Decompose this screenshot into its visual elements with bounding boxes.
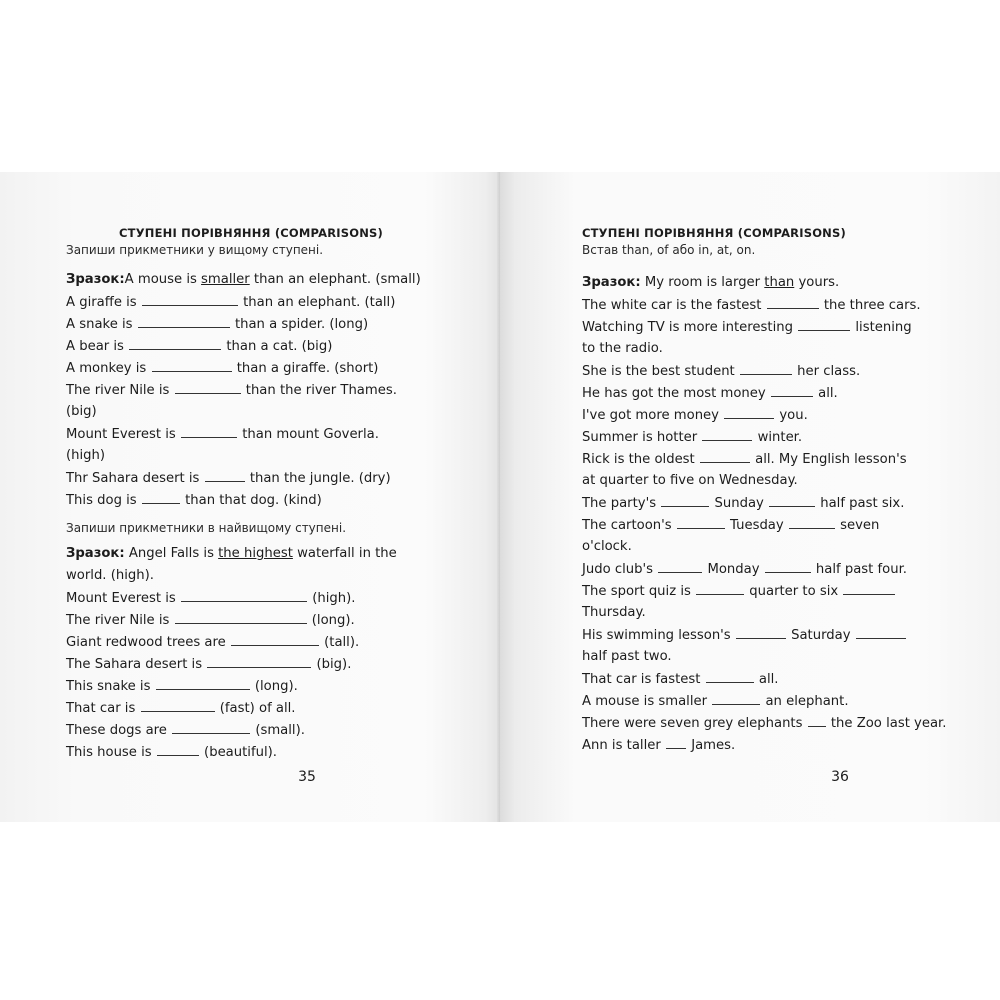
exercise-line bbox=[66, 609, 397, 631]
exercise-line bbox=[66, 631, 397, 653]
answer-blank[interactable] bbox=[141, 697, 215, 712]
line-text: Giant redwood trees are bbox=[66, 635, 226, 650]
exercise-line bbox=[582, 316, 946, 338]
example-line bbox=[582, 272, 946, 294]
answer-blank[interactable] bbox=[789, 514, 835, 529]
exercise-line bbox=[582, 624, 946, 646]
line-text: I've got more money bbox=[582, 408, 719, 423]
line-text: than that dog. (kind) bbox=[185, 493, 322, 508]
example-text: My room is larger bbox=[640, 275, 765, 290]
exercise-line bbox=[66, 675, 397, 697]
line-text: (beautiful). bbox=[204, 745, 277, 760]
example-text: waterfall in the bbox=[292, 546, 397, 561]
line-text: than mount Goverla. bbox=[242, 427, 379, 442]
line-text: you. bbox=[779, 408, 808, 423]
instruction: Запиши прикметники у вищому ступені. bbox=[66, 243, 324, 257]
line-text: This house is bbox=[66, 745, 152, 760]
line-text: The sport quiz is bbox=[582, 584, 691, 599]
line-text: Saturday bbox=[791, 628, 851, 643]
example-label: Зразок: bbox=[582, 275, 641, 290]
exercise-line bbox=[66, 697, 397, 719]
example-text: yours. bbox=[794, 275, 840, 290]
exercise-line bbox=[66, 379, 421, 401]
line-text: A giraffe is bbox=[66, 295, 137, 310]
exercise-3 bbox=[582, 272, 946, 756]
example-text: A mouse is bbox=[124, 272, 202, 287]
answer-blank[interactable] bbox=[175, 609, 307, 624]
line-text: The river Nile is bbox=[66, 383, 170, 398]
line-text: Tuesday bbox=[730, 518, 784, 533]
line-text: James. bbox=[691, 738, 736, 753]
line-text: The river Nile is bbox=[66, 613, 170, 628]
answer-blank[interactable] bbox=[700, 448, 750, 463]
instruction: Встав than, of або in, at, on. bbox=[582, 243, 756, 257]
instruction: Запиши прикметники в найвищому ступені. bbox=[66, 521, 347, 535]
line-text: She is the best student bbox=[582, 364, 735, 379]
answer-blank[interactable] bbox=[767, 294, 819, 309]
example-label: Зразок: bbox=[66, 272, 125, 287]
line-text: That car is fastest bbox=[582, 672, 701, 687]
exercise-line bbox=[582, 426, 946, 448]
answer-blank[interactable] bbox=[658, 558, 702, 573]
line-text: seven bbox=[840, 518, 880, 533]
line-text: half past two. bbox=[582, 649, 672, 664]
line-text: than a spider. (long) bbox=[234, 317, 369, 332]
line-text: A mouse is smaller bbox=[582, 694, 708, 709]
exercise-line bbox=[66, 335, 421, 357]
answer-blank[interactable] bbox=[142, 291, 238, 306]
answer-blank[interactable] bbox=[205, 467, 245, 482]
example-label: Зразок: bbox=[66, 546, 125, 561]
line-text: o'clock. bbox=[582, 539, 632, 554]
exercise-line bbox=[66, 467, 421, 489]
exercise-line bbox=[66, 401, 421, 423]
line-text: His swimming lesson's bbox=[582, 628, 731, 643]
answer-blank[interactable] bbox=[724, 404, 774, 419]
line-text: half past four. bbox=[815, 562, 908, 577]
exercise-line bbox=[582, 536, 946, 558]
exercise-line bbox=[582, 382, 946, 404]
line-text: Watching TV is more interesting bbox=[582, 320, 793, 335]
exercise-line bbox=[66, 313, 421, 335]
line-text: A bear is bbox=[66, 339, 124, 354]
answer-blank[interactable] bbox=[231, 631, 319, 646]
answer-blank[interactable] bbox=[207, 653, 311, 668]
line-text: an elephant. bbox=[765, 694, 849, 709]
line-text: Mount Everest is bbox=[66, 591, 176, 606]
line-text: (big). bbox=[316, 657, 352, 672]
line-text: her class. bbox=[797, 364, 861, 379]
line-text: Monday bbox=[707, 562, 760, 577]
answer-blank[interactable] bbox=[765, 558, 811, 573]
exercise-line bbox=[582, 470, 946, 492]
answer-blank[interactable] bbox=[769, 492, 815, 507]
line-text: Summer is hotter bbox=[582, 430, 698, 445]
answer-blank[interactable] bbox=[661, 492, 709, 507]
answer-blank[interactable] bbox=[706, 668, 754, 683]
line-text: Thr Sahara desert is bbox=[66, 471, 200, 486]
line-text: He has got the most money bbox=[582, 386, 766, 401]
line-text: Sunday bbox=[714, 496, 764, 511]
line-text: all. bbox=[818, 386, 838, 401]
answer-blank[interactable] bbox=[138, 313, 230, 328]
line-text: A snake is bbox=[66, 317, 133, 332]
exercise-line bbox=[66, 741, 397, 763]
answer-blank[interactable] bbox=[808, 712, 826, 727]
answer-blank[interactable] bbox=[712, 690, 760, 705]
answer-blank[interactable] bbox=[181, 423, 237, 438]
line-text: than an elephant. (tall) bbox=[243, 295, 396, 310]
example-line bbox=[66, 565, 397, 587]
line-text: half past six. bbox=[820, 496, 905, 511]
line-text: The white car is the fastest bbox=[582, 298, 762, 313]
exercise-line bbox=[582, 404, 946, 426]
exercise-line bbox=[66, 719, 397, 741]
line-text: The Sahara desert is bbox=[66, 657, 203, 672]
exercise-line bbox=[582, 734, 946, 756]
line-text: listening bbox=[855, 320, 912, 335]
line-text: That car is bbox=[66, 701, 136, 716]
exercise-line bbox=[582, 360, 946, 382]
page-36 bbox=[500, 172, 1000, 822]
example-line bbox=[66, 543, 397, 565]
line-text: quarter to six bbox=[749, 584, 839, 599]
exercise-line bbox=[582, 558, 946, 580]
exercise-line bbox=[582, 668, 946, 690]
exercise-line bbox=[66, 291, 421, 313]
line-text: (long). bbox=[311, 613, 355, 628]
line-text: Rick is the oldest bbox=[582, 452, 695, 467]
line-text: (long). bbox=[254, 679, 298, 694]
answer-blank[interactable] bbox=[696, 580, 744, 595]
page-35 bbox=[0, 172, 500, 822]
example-answer: the highest bbox=[218, 546, 293, 561]
line-text: to the radio. bbox=[582, 341, 663, 356]
line-text: all. My English lesson's bbox=[755, 452, 907, 467]
line-text: (tall). bbox=[324, 635, 360, 650]
answer-blank[interactable] bbox=[181, 587, 307, 602]
line-text: Ann is taller bbox=[582, 738, 661, 753]
page-number: 35 bbox=[298, 769, 316, 785]
exercise-line bbox=[582, 294, 946, 316]
line-text: at quarter to five on Wednesday. bbox=[582, 473, 798, 488]
line-text: Judo club's bbox=[582, 562, 654, 577]
line-text: The party's bbox=[582, 496, 657, 511]
exercise-2 bbox=[66, 543, 397, 763]
line-text: A monkey is bbox=[66, 361, 147, 376]
line-text: than the jungle. (dry) bbox=[249, 471, 391, 486]
line-text: Thursday. bbox=[582, 605, 646, 620]
page-title: СТУПЕНІ ПОРІВНЯННЯ (COMPARISONS) bbox=[119, 226, 383, 240]
answer-blank[interactable] bbox=[843, 580, 895, 595]
exercise-line bbox=[582, 602, 946, 624]
answer-blank[interactable] bbox=[175, 379, 241, 394]
line-text: Mount Everest is bbox=[66, 427, 176, 442]
exercise-line bbox=[582, 338, 946, 360]
line-text: These dogs are bbox=[66, 723, 167, 738]
line-text: than a cat. (big) bbox=[226, 339, 333, 354]
answer-blank[interactable] bbox=[152, 357, 232, 372]
exercise-line bbox=[582, 712, 946, 734]
exercise-line bbox=[66, 489, 421, 511]
answer-blank[interactable] bbox=[856, 624, 906, 639]
line-text: the Zoo last year. bbox=[830, 716, 947, 731]
exercise-line bbox=[582, 492, 946, 514]
line-text: than the river Thames. bbox=[245, 383, 397, 398]
line-text: This dog is bbox=[66, 493, 137, 508]
exercise-line bbox=[582, 514, 946, 536]
exercise-line bbox=[66, 423, 421, 445]
line-text: than a giraffe. (short) bbox=[236, 361, 379, 376]
line-text: (high). bbox=[312, 591, 356, 606]
page-title: СТУПЕНІ ПОРІВНЯННЯ (COMPARISONS) bbox=[582, 226, 846, 240]
line-text: (big) bbox=[66, 404, 97, 419]
line-text: There were seven grey elephants bbox=[582, 716, 803, 731]
line-text: all. bbox=[758, 672, 779, 687]
exercise-line bbox=[66, 357, 421, 379]
answer-blank[interactable] bbox=[142, 489, 180, 504]
page-number: 36 bbox=[831, 769, 849, 785]
exercise-line bbox=[582, 580, 946, 602]
line-text: (high) bbox=[66, 448, 106, 463]
example-answer: than bbox=[764, 275, 795, 290]
answer-blank[interactable] bbox=[702, 426, 752, 441]
answer-blank[interactable] bbox=[740, 360, 792, 375]
answer-blank[interactable] bbox=[172, 719, 250, 734]
answer-blank[interactable] bbox=[156, 675, 250, 690]
answer-blank[interactable] bbox=[677, 514, 725, 529]
answer-blank[interactable] bbox=[129, 335, 221, 350]
answer-blank[interactable] bbox=[771, 382, 813, 397]
exercise-line bbox=[582, 448, 946, 470]
book-spread bbox=[0, 172, 1000, 822]
exercise-line bbox=[582, 646, 946, 668]
example-line bbox=[66, 269, 421, 291]
line-text: (small). bbox=[255, 723, 305, 738]
line-text: winter. bbox=[757, 430, 803, 445]
example-text: than an elephant. (small) bbox=[249, 272, 421, 287]
answer-blank[interactable] bbox=[798, 316, 850, 331]
exercise-line bbox=[66, 653, 397, 675]
exercise-line bbox=[66, 587, 397, 609]
answer-blank[interactable] bbox=[157, 741, 199, 756]
answer-blank[interactable] bbox=[736, 624, 786, 639]
line-text: The cartoon's bbox=[582, 518, 672, 533]
line-text: (fast) of all. bbox=[219, 701, 296, 716]
example-text: Angel Falls is bbox=[124, 546, 219, 561]
line-text: This snake is bbox=[66, 679, 151, 694]
exercise-line bbox=[66, 445, 421, 467]
exercise-line bbox=[582, 690, 946, 712]
example-answer: smaller bbox=[201, 272, 250, 287]
exercise-1 bbox=[66, 269, 421, 511]
example-text: world. (high). bbox=[66, 568, 154, 583]
answer-blank[interactable] bbox=[666, 734, 686, 749]
line-text: the three cars. bbox=[823, 298, 921, 313]
